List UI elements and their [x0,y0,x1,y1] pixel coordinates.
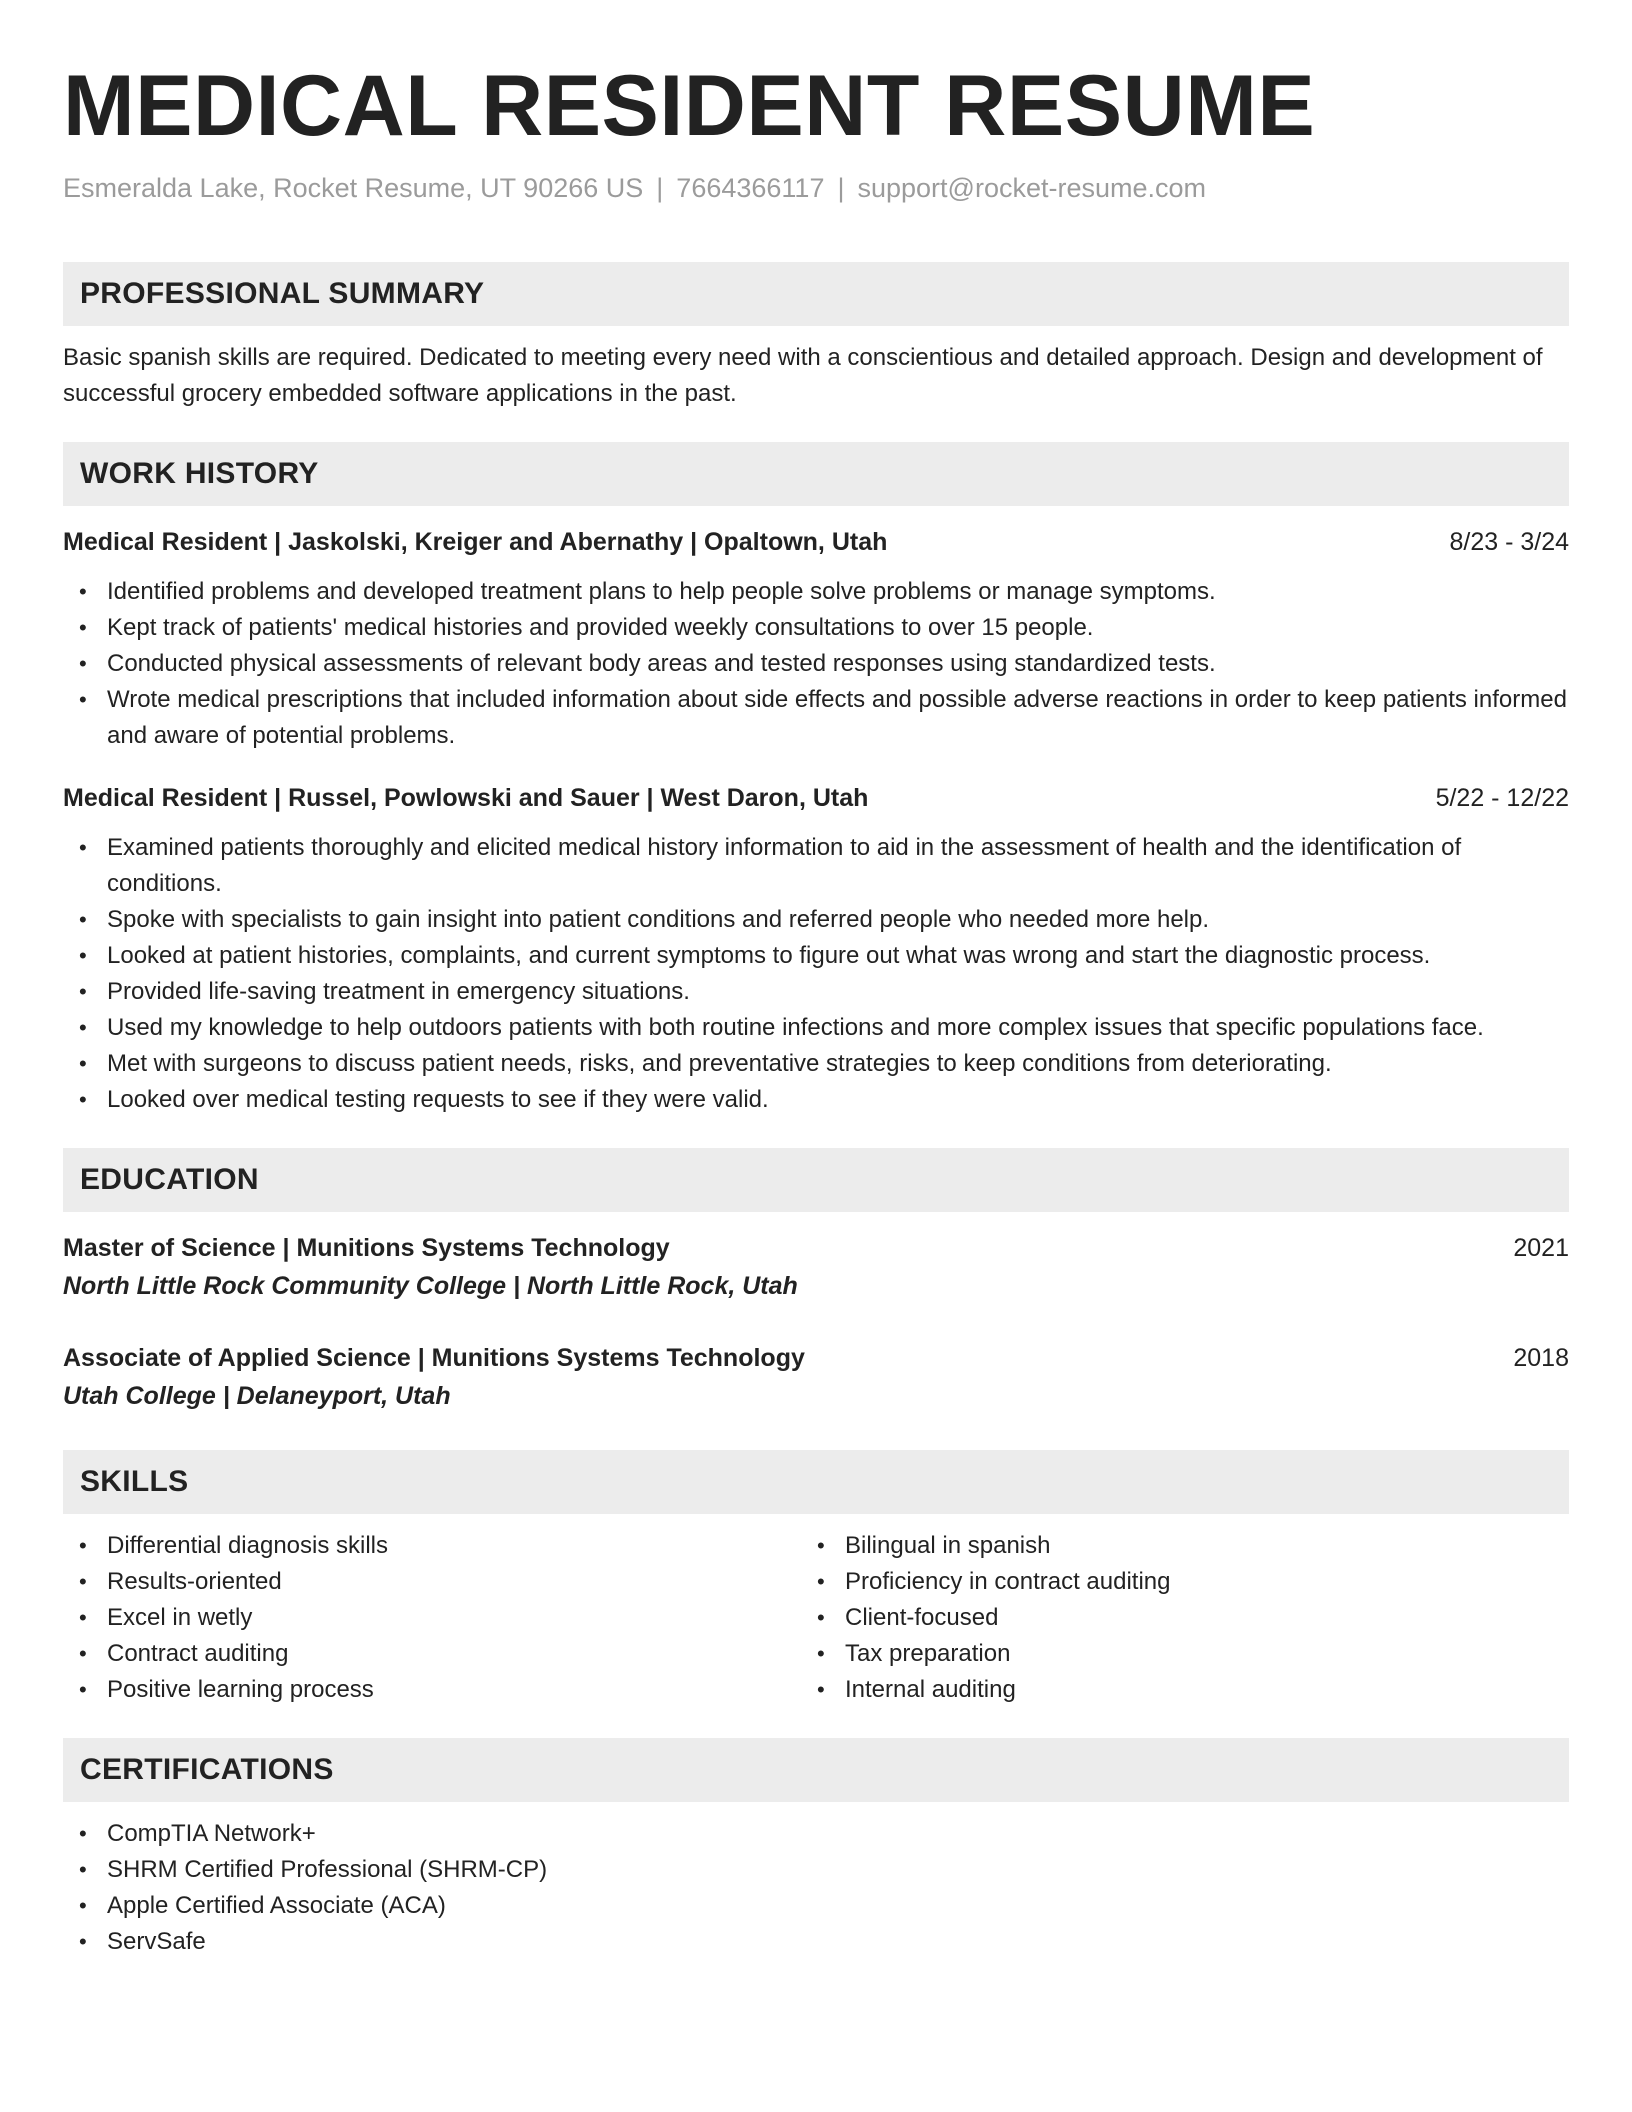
bullet-icon: • [79,1051,87,1076]
section-heading-work-history: WORK HISTORY [63,442,1569,506]
job-bullet [63,682,1569,754]
bullet-icon: • [79,615,87,640]
certification-text: SHRM Certified Professional (SHRM-CP) [107,1856,548,1883]
bullet-icon: • [79,979,87,1004]
skill-text: Tax preparation [845,1640,1011,1667]
job-bullet-text: Looked over medical testing requests to see if they were valid. [107,1086,769,1113]
job-bullet-text: Identified problems and developed treatment plans to help people solve problems or manage symptoms. [107,578,1216,605]
section-heading-summary: PROFESSIONAL SUMMARY [63,262,1569,326]
section-heading-education: EDUCATION [63,1148,1569,1212]
skills-grid [63,1528,1569,1708]
education-year: 2021 [1513,1234,1569,1262]
job-title: Medical Resident | Russel, Powlowski and Sauer | West Daron, Utah [63,784,869,812]
job-bullet [63,974,1569,1010]
bullet-icon: • [817,1677,825,1702]
bullet-icon: • [79,1821,87,1846]
skill-item [801,1672,1539,1708]
job-bullet-text: Provided life-saving treatment in emergency situations. [107,978,690,1005]
job-bullet [63,902,1569,938]
resume-title: MEDICAL RESIDENT RESUME [63,58,1316,154]
skill-text: Positive learning process [107,1676,374,1703]
skill-text: Client-focused [845,1604,999,1631]
education-entry [63,1230,1569,1304]
skills-column-right [801,1528,1539,1708]
job-header [63,524,1569,560]
job-bullet-text: Spoke with specialists to gain insight into patient conditions and referred people who needed more help. [107,906,1210,933]
skill-item [63,1600,801,1636]
job-bullet-text: Used my knowledge to help outdoors patients with both routine infections and more complex issues that specific populations face. [107,1014,1484,1041]
job-bullet [63,1010,1569,1046]
skill-item [63,1672,801,1708]
bullet-icon: • [79,943,87,968]
skill-text: Excel in wetly [107,1604,253,1631]
education-degree: Master of Science | Munitions Systems Technology [63,1234,670,1262]
job-bullet [63,574,1569,610]
bullet-icon: • [79,1015,87,1040]
education-header [63,1230,1569,1266]
contact-separator: | [837,173,845,203]
bullet-icon: • [817,1533,825,1558]
contact-email: support@rocket-resume.com [857,173,1207,203]
job-bullet [63,830,1569,902]
skill-item [63,1564,801,1600]
education-degree: Associate of Applied Science | Munitions Systems Technology [63,1344,805,1372]
skill-text: Bilingual in spanish [845,1532,1051,1559]
job-bullet-text: Wrote medical prescriptions that included information about side effects and possible adverse reactions in order to keep patients informed and aware of potential problems. [107,686,1567,749]
summary-text: Basic spanish skills are required. Dedicated to meeting every need with a conscientious and detailed approach. Design and development of successful grocery embedded software applications in the past. [63,344,1543,407]
bullet-icon: • [79,1893,87,1918]
bullet-icon: • [817,1641,825,1666]
section-heading-certifications: CERTIFICATIONS [63,1738,1569,1802]
job-bullet [63,1082,1569,1118]
bullet-icon: • [79,1087,87,1112]
bullet-icon: • [79,1641,87,1666]
certifications-list [63,1816,1569,1960]
education-year: 2018 [1513,1344,1569,1372]
job-bullet [63,610,1569,646]
contact-line [63,170,1569,206]
skills-list [801,1528,1539,1708]
job-bullet [63,938,1569,974]
skill-text: Differential diagnosis skills [107,1532,389,1559]
job-bullet-text: Met with surgeons to discuss patient needs, risks, and preventative strategies to keep conditions from deteriorating. [107,1050,1332,1077]
job-bullet-text: Conducted physical assessments of relevant body areas and tested responses using standardized tests. [107,650,1216,677]
job-dates: 8/23 - 3/24 [1449,528,1569,556]
contact-phone: 7664366117 [676,173,825,203]
job-entry [63,524,1569,754]
skill-text: Proficiency in contract auditing [845,1568,1171,1595]
skill-item [801,1528,1539,1564]
education-school: North Little Rock Community College | North Little Rock, Utah [63,1272,798,1300]
bullet-icon: • [79,687,87,712]
certification-text: CompTIA Network+ [107,1820,316,1847]
bullet-icon: • [79,651,87,676]
certification-item [63,1924,1569,1960]
skill-item [63,1636,801,1672]
contact-separator: | [656,173,664,203]
skill-item [801,1636,1539,1672]
bullet-icon: • [79,579,87,604]
skill-text: Internal auditing [845,1676,1016,1703]
job-bullet-list [63,830,1569,1118]
certification-item [63,1816,1569,1852]
bullet-icon: • [817,1605,825,1630]
bullet-icon: • [79,1605,87,1630]
education-entry [63,1340,1569,1414]
skill-item [801,1564,1539,1600]
skill-item [63,1528,801,1564]
bullet-icon: • [79,1569,87,1594]
bullet-icon: • [79,835,87,860]
skills-column-left [63,1528,801,1708]
bullet-icon: • [79,1533,87,1558]
certification-item [63,1852,1569,1888]
job-bullet [63,1046,1569,1082]
job-title: Medical Resident | Jaskolski, Kreiger and Abernathy | Opaltown, Utah [63,528,888,556]
bullet-icon: • [79,907,87,932]
job-bullet-text: Looked at patient histories, complaints, and current symptoms to figure out what was wrong and start the diagnostic process. [107,942,1431,969]
job-bullet-list [63,574,1569,754]
bullet-icon: • [79,1929,87,1954]
bullet-icon: • [817,1569,825,1594]
certification-item [63,1888,1569,1924]
bullet-icon: • [79,1677,87,1702]
job-dates: 5/22 - 12/22 [1435,784,1569,812]
education-school: Utah College | Delaneyport, Utah [63,1382,451,1410]
contact-address: Esmeralda Lake, Rocket Resume, UT 90266 US [63,173,644,203]
skills-list [63,1528,801,1708]
job-header [63,780,1569,816]
bullet-icon: • [79,1857,87,1882]
certification-text: ServSafe [107,1928,206,1955]
skill-text: Results-oriented [107,1568,282,1595]
job-bullet [63,646,1569,682]
skill-item [801,1600,1539,1636]
education-header [63,1340,1569,1376]
skill-text: Contract auditing [107,1640,289,1667]
certification-text: Apple Certified Associate (ACA) [107,1892,446,1919]
section-heading-skills: SKILLS [63,1450,1569,1514]
job-bullet-text: Kept track of patients' medical histories and provided weekly consultations to over 15 people. [107,614,1094,641]
job-entry [63,780,1569,1118]
job-bullet-text: Examined patients thoroughly and elicited medical history information to aid in the assessment of health and the identification of conditions. [107,834,1462,897]
